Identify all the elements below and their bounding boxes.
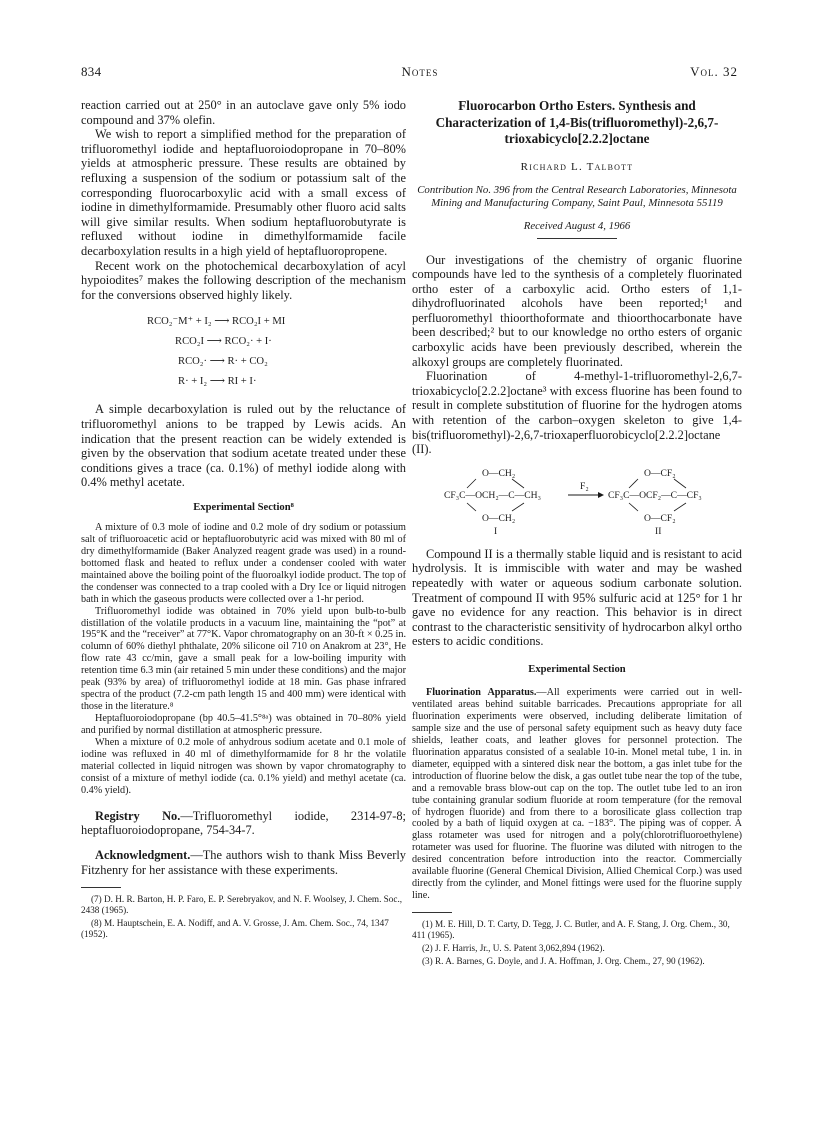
running-section-title: Notes (401, 64, 439, 79)
compound-2-bond-upper-right (674, 479, 686, 488)
right-paragraph-2: Fluorination of 4-methyl-1-trifluoromethyl-2,6,7-trioxabicyclo[2.2.2]octane³ with excess fluorine has been found to result in complete substitution of fluorine for the hydrogen atoms with retention of the carbon–oxygen skeleton to give 1,4-bis(trifluoromethyl)-2,6,7-trioxaperfluorobicyclo[2.2.2]octane (II). (412, 369, 742, 457)
compound-1-bottom: O—CH₂ (482, 512, 516, 524)
acknowledgment-paragraph (81, 848, 406, 877)
footnote-3: (3) R. A. Barnes, G. Doyle, and J. A. Hoffman, J. Org. Chem., 27, 90 (1962). (422, 956, 705, 967)
compound-1-middle: CF₃C—OCH₂—C—CH₃ (444, 489, 541, 501)
compound-2-top: O—CF₂ (644, 467, 676, 479)
fluorination-apparatus-paragraph (412, 687, 742, 902)
equation-3: RCO₂· ⟶ R· + CO₂ (178, 356, 268, 368)
article-title: Fluorocarbon Ortho Esters. Synthesis and Characterization of 1,4-Bis(trifluoromethyl)-2,6,7-trioxabicyclo[2.2.2]octane (435, 98, 719, 146)
author-name: Richard L. Talbott (520, 160, 634, 173)
mechanism-equations (81, 312, 406, 392)
acknowledgment-text: —The authors wish to thank Miss Beverly Fitzhenry for her assistance with these experiments. (81, 847, 406, 877)
left-paragraph-1: reaction carried out at 250° in an autoclave gave only 5% iodo compound and 37% olefin. (81, 98, 406, 127)
registry-label: Registry No. (95, 808, 181, 823)
fluorination-apparatus-label: Fluorination Apparatus. (426, 686, 537, 698)
compound-2-bond-lower-left (629, 503, 638, 511)
right-paragraph-3: Compound II is a thermally stable liquid and is resistant to acid hydrolysis. It is immiscible with water and may be washed repeatedly with water or aqueous sodium carbonate solution. Treatment of compound II with 95% sulfuric acid at 125° for 1 hr gave no evidence for any reaction. This behavior is in direct contrast to the characteristic sensitivity of hydrocarbon alkyl ortho esters to acidic conditions. (412, 546, 742, 649)
compound-2-bottom: O—CF₂ (644, 512, 676, 524)
arrow-reagent: F₂ (580, 480, 589, 492)
contribution-affiliation: Contribution No. 396 from the Central Research Laboratories, Minnesota Mining and Manufacturing Company, Saint Paul, Minnesota 55119 (417, 183, 737, 209)
left-paragraph-3: Recent work on the photochemical decarboxylation of acyl hypoiodites⁷ makes the following description of the mechanism for the conversions observed highly likely. (81, 258, 406, 302)
left-paragraph-2: We wish to report a simplified method for the preparation of trifluoromethyl iodide and heptafluoroiodopropane in 70–80% yields at atmospheric pressure. These results are obtained by refluxing a suspension of the sodium or potassium salt of the corresponding fluorocarboxylic acid with a small excess of iodine in dimethylformamide. Presumably other fluoro acid salts will give similar results. When sodium heptafluorobutyrate is refluxed without iodine in dimethylformamide facile decarboxylation results in a high yield of heptafluoropropene. (81, 127, 406, 258)
footnote-2: (2) J. F. Harris, Jr., U. S. Patent 3,062,894 (1962). (422, 943, 605, 954)
reaction-scheme (412, 465, 742, 539)
right-column (412, 98, 742, 969)
footnote-8: (8) M. Hauptschein, E. A. Nodiff, and A. V. Grosse, J. Am. Chem. Soc., 74, 1347 (1952). (81, 918, 389, 940)
reaction-scheme-svg (412, 465, 742, 539)
experimental-heading-left: Experimental Section⁸ (193, 501, 294, 513)
compound-2-label: II (655, 525, 662, 537)
experimental-paragraph-3: Heptafluoroiodopropane (bp 40.5–41.5°⁸ᵃ) was obtained in 70–80% yield and purified by normal distillation at atmospheric pressure. (81, 713, 406, 737)
fluorination-apparatus-text: —All experiments were carried out in well-ventilated areas behind suitable barricades. Precautions appropriate for all fluorination experiments were observed, including deliberate limitation of sample size and the use of personal safety equipment such as heavy duty face shields, leather coats, and leather gloves for personnel protection. The fluorination apparatus consisted of a sealable 10-in. Monel metal tube, 1 in. in diameter, equipped with a sintered disk near the bottom, a gas inlet tube for the introduction of fluorine below the disk, a gas outlet tube near the top of the tube, and a removable brass blow-out cap on the top. The outlet tube led to an iron tube containing granular sodium fluoride at room temperature (for the removal of hydrogen fluoride) and from there to a borosilicate glass collection trap cooled by a bath of liquid oxygen at ca. −183°. The piping was of copper. A glass rotameter was used for nitrogen and a poly(chlorotrifluoroethylene) rotameter was used for fluorine. The fluorine was diluted with nitrogen to the desired concentration before introduction into the reactor. Commercially available fluorine (General Chemical Division, Allied Chemical Corp.) was used directly from the cylinder, and Monel fittings were used for the fluorine supply line. (412, 686, 743, 902)
compound-1-bond-lower-right (512, 503, 524, 511)
footnote-1: (1) M. E. Hill, D. T. Carty, D. Tegg, J. C. Butler, and A. F. Stang, J. Org. Chem., 30, 411 (1965). (412, 919, 730, 941)
registry-text: —Trifluoromethyl iodide, 2314-97-8; heptafluoroiodopropane, 754-34-7. (81, 808, 406, 838)
compound-1-bond-lower-left (467, 503, 476, 511)
reaction-arrow-head (598, 492, 604, 498)
compound-1-bond-upper-left (467, 479, 476, 488)
left-paragraph-4: A simple decarboxylation is ruled out by the reluctance of trifluoromethyl anions to be trapped by Lewis acids. An indication that the present reaction can be widely extended is given by the observation that sodium acetate treated under these conditions gives a trace (ca. 0.1%) of methyl iodide along with 0.4% methyl acetate. (81, 402, 406, 490)
acknowledgment-label: Acknowledgment. (95, 847, 191, 862)
page-number: 834 (81, 64, 102, 79)
title-divider (537, 238, 617, 239)
compound-2-bond-lower-right (674, 503, 686, 511)
experimental-paragraph-4: When a mixture of 0.2 mole of anhydrous sodium acetate and 0.1 mole of iodine was refluxed in 40 ml of dimethylformamide for 8 hr the volatile material collected in liquid nitrogen was shown by vapor chromatography to consist of a mixture of methyl iodide (ca. 0.1% yield) and methyl acetate (ca. 0.4% yield). (81, 737, 406, 796)
registry-paragraph (81, 809, 406, 838)
compound-1-top: O—CH₂ (482, 467, 516, 479)
volume-label: Vol. 32 (690, 64, 738, 79)
experimental-paragraph-2: Trifluoromethyl iodide was obtained in 70% yield upon bulb-to-bulb distillation of the volatile products in a vacuum line, maintaining the “pot” at 195°K and the “receiver” at 77°K. Vapor chromatography on an 30-ft × 0.25 in. column of 60% diethyl phthalate, 20% silicone oil 710 on Anakrom at 23°, He flow rate 43 cc/min, gave a small peak for a low-boiling impurity with retention time 6.3 min (air retained 5 min under these conditions) and the major peak (93% by area) of trifluoromethyl iodide at 18 min. Gas phase infrared spectra of the product (7.2-cm path length 15 and 400 mm) were identical with those in the literature.⁸ (81, 605, 406, 713)
experimental-paragraph-1: A mixture of 0.3 mole of iodine and 0.2 mole of dry sodium or potassium salt of trifluoroacetic acid or heptafluorobutyric acid was mixed with 80 ml of dry dimethylformamide (Baker Analyzed reagent grade was used) in a round-bottomed flask and heated to reflux under a condenser cooled with water maintained above the boiling point of the fluoroalkyl iodide product. The top of the condenser was connected to a trap cooled with a Dry Ice or liquid nitrogen bath in which the gaseous products were collected over a 1-hr period. (81, 521, 406, 605)
equation-2: RCO₂I ⟶ RCO₂· + I· (175, 336, 272, 348)
footnote-divider-left (81, 887, 121, 888)
compound-1-label: I (494, 525, 498, 537)
footnote-divider-right (412, 912, 452, 913)
right-paragraph-1: Our investigations of the chemistry of organic fluorine compounds have led to the synthesis of a completely fluorinated ortho ester of a carboxylic acid. Ortho esters of 1,1-dihydrofluorinated alcohols have been reported;¹ and perfluoromethyl thioorthoformate and thioorthocarbonate have been described;² but to our knowledge no ortho esters of organic carboxylic acids have been previously described, wherein the alkoxyl groups are completely fluorinated. (412, 252, 742, 369)
compound-2-bond-upper-left (629, 479, 638, 488)
compound-2-middle: CF₃C—OCF₂—C—CF₃ (608, 489, 702, 501)
equation-1: RCO₂⁻M⁺ + I₂ ⟶ RCO₂I + MI (147, 316, 286, 328)
left-column (81, 98, 406, 942)
received-date: Received August 4, 1966 (523, 219, 631, 232)
compound-1-bond-upper-right (512, 479, 524, 488)
equation-4: R· + I₂ ⟶ RI + I· (178, 376, 257, 388)
experimental-heading-right: Experimental Section (528, 663, 626, 675)
footnote-7: (7) D. H. R. Barton, H. P. Faro, E. P. Serebryakov, and N. F. Woolsey, J. Chem. Soc., 2438 (1965). (81, 894, 403, 916)
